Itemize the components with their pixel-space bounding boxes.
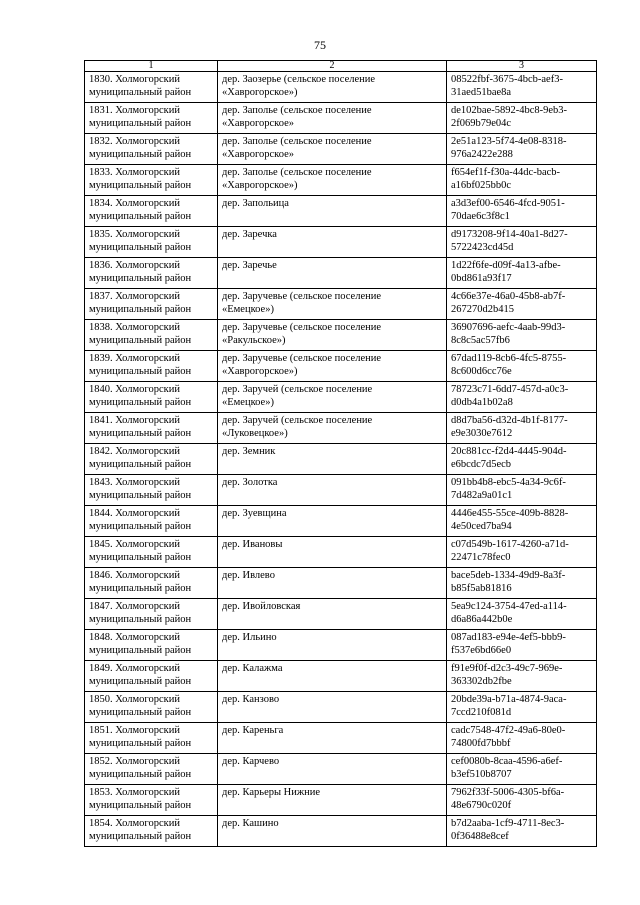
cell-locality <box>218 537 447 568</box>
table-row <box>85 506 597 537</box>
cell-locality-line: «Емецкое») <box>222 303 274 315</box>
cell-district-line: муниципальный район <box>89 334 192 346</box>
cell-district-line: 1844. Холмогорский <box>89 508 180 519</box>
cell-district-line: муниципальный район <box>89 520 192 532</box>
cell-district <box>85 134 218 165</box>
cell-guid-line: 091bb4b8-ebc5-4a34-9c6f- <box>451 477 566 488</box>
cell-district <box>85 754 218 785</box>
cell-locality-line: дер. Заручевье (сельское поселение <box>222 291 382 302</box>
cell-district-line: 1831. Холмогорский <box>89 105 180 116</box>
table-row <box>85 599 597 630</box>
cell-district-line: 1833. Холмогорский <box>89 167 180 178</box>
cell-guid-line: bace5deb-1334-49d9-8a3f- <box>451 570 566 581</box>
cell-district <box>85 599 218 630</box>
cell-locality <box>218 785 447 816</box>
cell-guid <box>447 692 597 723</box>
registry-table <box>84 60 597 847</box>
cell-guid-line: 20bde39a-b71a-4874-9aca- <box>451 694 567 705</box>
cell-district <box>85 413 218 444</box>
cell-locality-line: дер. Золотка <box>222 477 278 488</box>
cell-guid-line: 4c66e37e-46a0-45b8-ab7f- <box>451 291 566 302</box>
cell-district-line: муниципальный район <box>89 768 192 780</box>
cell-guid <box>447 661 597 692</box>
cell-guid-line: c07d549b-1617-4260-a71d- <box>451 539 569 550</box>
cell-guid-line: d6a86a442b0e <box>451 613 513 625</box>
cell-locality <box>218 568 447 599</box>
cell-district-line: муниципальный район <box>89 706 192 718</box>
cell-locality-line: дер. Заречка <box>222 229 277 240</box>
cell-guid <box>447 754 597 785</box>
cell-guid <box>447 165 597 196</box>
cell-guid-line: b7d2aaba-1cf9-4711-8ec3- <box>451 818 565 829</box>
cell-guid-line: 087ad183-e94e-4ef5-bbb9- <box>451 632 566 643</box>
cell-district-line: муниципальный район <box>89 179 192 191</box>
cell-guid-line: 363302db2fbe <box>451 675 512 687</box>
cell-district-line: 1836. Холмогорский <box>89 260 180 271</box>
cell-locality <box>218 196 447 227</box>
cell-guid-line: 36907696-aefc-4aab-99d3- <box>451 322 566 333</box>
cell-guid-line: 0f36488e8cef <box>451 830 509 842</box>
cell-district <box>85 537 218 568</box>
cell-district <box>85 165 218 196</box>
cell-district <box>85 227 218 258</box>
cell-guid <box>447 413 597 444</box>
cell-locality-line: дер. Ивлево <box>222 570 275 581</box>
table-row <box>85 227 597 258</box>
cell-guid-line: 20c881cc-f2d4-4445-904d- <box>451 446 567 457</box>
cell-locality-line: дер. Канзово <box>222 694 280 705</box>
cell-guid-line: 08522fbf-3675-4bcb-aef3- <box>451 74 563 85</box>
cell-district <box>85 816 218 847</box>
cell-guid-line: 2f069b79e04c <box>451 117 512 129</box>
cell-guid-line: 70dae6c3f8c1 <box>451 210 510 222</box>
cell-district <box>85 785 218 816</box>
cell-guid-line: 7d482a9a01c1 <box>451 489 513 501</box>
cell-locality-line: «Луковецкое») <box>222 427 288 439</box>
cell-district-line: 1838. Холмогорский <box>89 322 180 333</box>
cell-locality <box>218 289 447 320</box>
cell-guid <box>447 816 597 847</box>
cell-guid-line: e6bcdc7d5ecb <box>451 458 512 470</box>
cell-guid <box>447 630 597 661</box>
table-row <box>85 72 597 103</box>
cell-guid-line: a16bf025bb0c <box>451 179 512 191</box>
cell-district-line: муниципальный район <box>89 613 192 625</box>
cell-locality-line: дер. Заречье <box>222 260 277 271</box>
cell-locality-line: дер. Заполье (сельское поселение <box>222 136 372 147</box>
cell-guid-line: f537e6bd66e0 <box>451 644 512 656</box>
cell-guid-line: a3d3ef00-6546-4fcd-9051- <box>451 198 565 209</box>
cell-guid-line: e9e3030e7612 <box>451 427 513 439</box>
cell-district-line: 1839. Холмогорский <box>89 353 180 364</box>
cell-guid-line: f654ef1f-f30a-44dc-bacb- <box>451 167 561 178</box>
cell-district-line: муниципальный район <box>89 210 192 222</box>
cell-district <box>85 103 218 134</box>
cell-district-line: муниципальный район <box>89 582 192 594</box>
page-number: 75 <box>314 38 326 52</box>
cell-locality <box>218 72 447 103</box>
cell-district-line: муниципальный район <box>89 737 192 749</box>
cell-locality <box>218 661 447 692</box>
cell-guid <box>447 351 597 382</box>
cell-district-line: 1832. Холмогорский <box>89 136 180 147</box>
cell-district <box>85 506 218 537</box>
cell-locality-line: дер. Запольица <box>222 198 289 209</box>
column-header-2: 2 <box>218 61 447 72</box>
table-row <box>85 258 597 289</box>
cell-guid-line: 2e51a123-5f74-4e08-8318- <box>451 136 567 147</box>
cell-district <box>85 196 218 227</box>
cell-guid <box>447 289 597 320</box>
table-row <box>85 816 597 847</box>
cell-district-line: 1849. Холмогорский <box>89 663 180 674</box>
cell-guid <box>447 475 597 506</box>
cell-district <box>85 320 218 351</box>
cell-locality-line: дер. Заозерье (сельское поселение <box>222 74 376 85</box>
cell-locality <box>218 816 447 847</box>
cell-locality <box>218 134 447 165</box>
cell-guid-line: de102bae-5892-4bc8-9eb3- <box>451 105 568 116</box>
cell-guid <box>447 258 597 289</box>
cell-locality <box>218 475 447 506</box>
cell-district-line: 1835. Холмогорский <box>89 229 180 240</box>
table-row <box>85 568 597 599</box>
cell-guid-line: 22471c78fec0 <box>451 551 511 563</box>
cell-locality-line: дер. Зуевщина <box>222 508 287 519</box>
cell-district-line: муниципальный район <box>89 644 192 656</box>
cell-locality-line: дер. Ивановы <box>222 539 283 550</box>
cell-guid-line: b3ef510b8707 <box>451 768 512 780</box>
cell-locality <box>218 320 447 351</box>
cell-guid-line: 4446e455-55ce-409b-8828- <box>451 508 569 519</box>
cell-district-line: муниципальный район <box>89 830 192 842</box>
cell-locality-line: «Хаврогорское» <box>222 117 295 129</box>
cell-district-line: муниципальный район <box>89 148 192 160</box>
cell-locality <box>218 103 447 134</box>
cell-locality-line: «Хаврогорское») <box>222 365 298 377</box>
cell-district-line: 1846. Холмогорский <box>89 570 180 581</box>
table-body <box>85 72 597 847</box>
cell-guid-line: cef0080b-8caa-4596-a6ef- <box>451 756 563 767</box>
cell-district <box>85 692 218 723</box>
cell-locality-line: дер. Земник <box>222 446 276 457</box>
cell-district <box>85 723 218 754</box>
cell-district-line: муниципальный район <box>89 272 192 284</box>
cell-guid-line: d0db4a1b02a8 <box>451 396 513 408</box>
cell-district-line: муниципальный район <box>89 799 192 811</box>
table-row <box>85 351 597 382</box>
cell-locality <box>218 258 447 289</box>
cell-locality <box>218 413 447 444</box>
cell-guid-line: 267270d2b415 <box>451 303 514 315</box>
cell-guid-line: 31aed51bae8a <box>451 86 512 98</box>
column-header-3: 3 <box>447 61 597 72</box>
cell-locality-line: дер. Ильино <box>222 632 277 643</box>
cell-guid-line: 5722423cd45d <box>451 241 514 253</box>
cell-district-line: 1851. Холмогорский <box>89 725 180 736</box>
cell-locality <box>218 444 447 475</box>
cell-district <box>85 444 218 475</box>
cell-guid <box>447 227 597 258</box>
cell-locality-line: дер. Карьеры Нижние <box>222 787 321 798</box>
cell-guid <box>447 134 597 165</box>
cell-locality-line: дер. Заполье (сельское поселение <box>222 167 372 178</box>
cell-district-line: 1837. Холмогорский <box>89 291 180 302</box>
cell-guid-line: 976a2422e288 <box>451 148 513 160</box>
cell-district-line: 1842. Холмогорский <box>89 446 180 457</box>
cell-guid-line: 0bd861a93f17 <box>451 272 512 284</box>
cell-locality-line: дер. Заручевье (сельское поселение <box>222 353 382 364</box>
cell-locality <box>218 227 447 258</box>
cell-district-line: 1852. Холмогорский <box>89 756 180 767</box>
cell-guid-line: 7962f33f-5006-4305-bf6a- <box>451 787 565 798</box>
cell-district <box>85 568 218 599</box>
cell-locality-line: дер. Заручей (сельское поселение <box>222 384 373 395</box>
table-row <box>85 661 597 692</box>
cell-district-line: 1845. Холмогорский <box>89 539 180 550</box>
table-row <box>85 103 597 134</box>
cell-district-line: 1840. Холмогорский <box>89 384 180 395</box>
table-row <box>85 320 597 351</box>
cell-district <box>85 630 218 661</box>
cell-guid-line: d8d7ba56-d32d-4b1f-8177- <box>451 415 568 426</box>
table-row <box>85 165 597 196</box>
cell-district-line: 1853. Холмогорский <box>89 787 180 798</box>
cell-locality-line: дер. Заручей (сельское поселение <box>222 415 373 426</box>
cell-locality-line: «Ракульское») <box>222 334 286 346</box>
cell-locality <box>218 692 447 723</box>
cell-locality-line: «Емецкое») <box>222 396 274 408</box>
cell-district <box>85 475 218 506</box>
cell-guid-line: 1d22f6fe-d09f-4a13-afbe- <box>451 260 561 271</box>
table-row <box>85 413 597 444</box>
cell-guid <box>447 320 597 351</box>
cell-locality <box>218 723 447 754</box>
cell-guid-line: 7ccd210f081d <box>451 706 512 718</box>
cell-guid-line: 74800fd7bbbf <box>451 737 511 749</box>
cell-district-line: 1847. Холмогорский <box>89 601 180 612</box>
cell-locality <box>218 754 447 785</box>
cell-district-line: 1854. Холмогорский <box>89 818 180 829</box>
table-row <box>85 475 597 506</box>
table-row <box>85 630 597 661</box>
cell-locality <box>218 382 447 413</box>
table-row <box>85 196 597 227</box>
cell-locality <box>218 351 447 382</box>
cell-guid-line: 67dad119-8cb6-4fc5-8755- <box>451 353 567 364</box>
cell-guid <box>447 103 597 134</box>
cell-district-line: муниципальный район <box>89 365 192 377</box>
cell-district-line: 1843. Холмогорский <box>89 477 180 488</box>
cell-locality-line: дер. Кашино <box>222 818 279 829</box>
cell-guid-line: 8c600d6cc76e <box>451 365 512 377</box>
cell-district-line: 1850. Холмогорский <box>89 694 180 705</box>
cell-district-line: муниципальный район <box>89 396 192 408</box>
cell-district <box>85 351 218 382</box>
table-header <box>85 61 597 72</box>
cell-guid <box>447 723 597 754</box>
cell-district <box>85 289 218 320</box>
table-row <box>85 289 597 320</box>
cell-guid-line: 48e6790c020f <box>451 799 512 811</box>
cell-guid-line: d9173208-9f14-40a1-8d27- <box>451 229 568 240</box>
table-row <box>85 785 597 816</box>
table-row <box>85 444 597 475</box>
cell-locality <box>218 630 447 661</box>
cell-guid-line: 4e50ced7ba94 <box>451 520 512 532</box>
cell-locality-line: «Хаврогорское») <box>222 86 298 98</box>
cell-guid-line: b85f5ab81816 <box>451 582 512 594</box>
cell-district <box>85 258 218 289</box>
cell-locality-line: дер. Карчево <box>222 756 280 767</box>
cell-guid <box>447 506 597 537</box>
cell-guid <box>447 444 597 475</box>
table-row <box>85 723 597 754</box>
cell-district-line: муниципальный район <box>89 551 192 563</box>
cell-district-line: муниципальный район <box>89 86 192 98</box>
cell-district-line: муниципальный район <box>89 489 192 501</box>
table-row <box>85 754 597 785</box>
cell-locality <box>218 599 447 630</box>
cell-locality-line: дер. Кареньга <box>222 725 284 736</box>
cell-guid-line: 5ea9c124-3754-47ed-a114- <box>451 601 567 612</box>
cell-district <box>85 72 218 103</box>
cell-guid-line: 78723c71-6dd7-457d-a0c3- <box>451 384 569 395</box>
cell-locality-line: дер. Заполье (сельское поселение <box>222 105 372 116</box>
cell-district-line: муниципальный район <box>89 458 192 470</box>
cell-district-line: муниципальный район <box>89 117 192 129</box>
cell-locality <box>218 165 447 196</box>
cell-locality-line: «Хаврогорское» <box>222 148 295 160</box>
cell-locality <box>218 506 447 537</box>
cell-district-line: муниципальный район <box>89 303 192 315</box>
cell-guid <box>447 382 597 413</box>
cell-district-line: 1834. Холмогорский <box>89 198 180 209</box>
cell-district-line: 1841. Холмогорский <box>89 415 180 426</box>
cell-district-line: муниципальный район <box>89 241 192 253</box>
cell-district-line: муниципальный район <box>89 675 192 687</box>
cell-guid <box>447 537 597 568</box>
cell-guid <box>447 196 597 227</box>
cell-district-line: 1830. Холмогорский <box>89 74 180 85</box>
column-header-1: 1 <box>85 61 218 72</box>
cell-guid <box>447 568 597 599</box>
cell-district-line: муниципальный район <box>89 427 192 439</box>
table-row <box>85 382 597 413</box>
cell-district-line: 1848. Холмогорский <box>89 632 180 643</box>
cell-guid-line: cadc7548-47f2-49a6-80e0- <box>451 725 566 736</box>
table-row <box>85 134 597 165</box>
cell-locality-line: дер. Калажма <box>222 663 283 674</box>
cell-guid <box>447 72 597 103</box>
cell-locality-line: дер. Ивойловская <box>222 601 301 612</box>
cell-guid <box>447 599 597 630</box>
cell-district <box>85 382 218 413</box>
header-row <box>85 61 597 72</box>
cell-guid-line: 8c8c5ac57fb6 <box>451 334 510 346</box>
cell-district <box>85 661 218 692</box>
table-row <box>85 537 597 568</box>
cell-locality-line: дер. Заручевье (сельское поселение <box>222 322 382 333</box>
table-row <box>85 692 597 723</box>
cell-guid <box>447 785 597 816</box>
cell-locality-line: «Хаврогорское») <box>222 179 298 191</box>
cell-guid-line: f91e9f0f-d2c3-49c7-969e- <box>451 663 563 674</box>
